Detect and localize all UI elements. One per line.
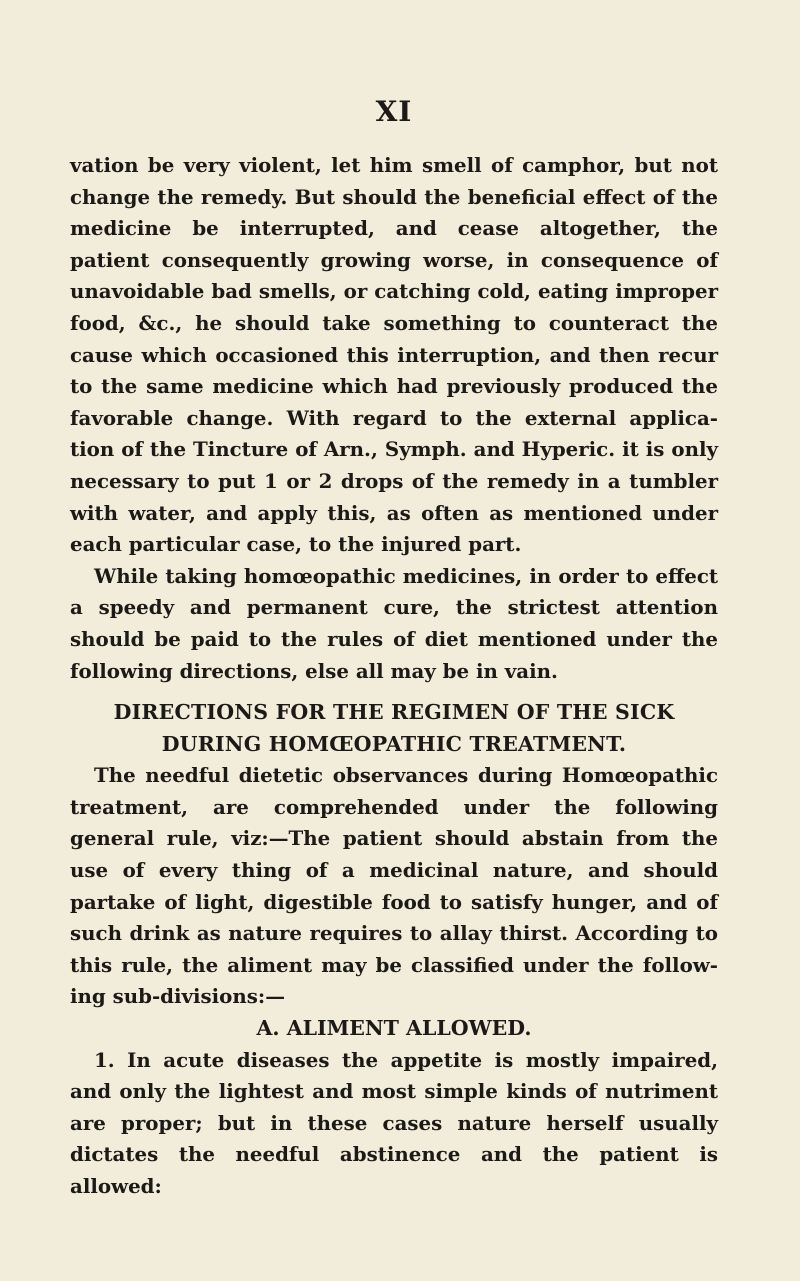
- paragraph-acute-diseases: 1. In acute diseases the appetite is mostly impaired, and only the lightest and most simple kinds of nutriment are proper; but in these cases nature herself usually dictates the needful abstinence and the patient is allowed:: [70, 1047, 718, 1198]
- paragraph-diet-attention: While taking homœopathic medicines, in order to effect a speedy and permanent cure, the strictest attention should be paid to the rules of diet mentioned under the following directions, else all may be in vain.: [70, 563, 718, 683]
- page-number: XI: [375, 95, 413, 128]
- subheading-aliment-allowed: A. ALIMENT ALLOWED.: [256, 1016, 532, 1041]
- section-heading-regimen: [70, 697, 718, 760]
- paragraph-camphor-remedy: vation be very violent, let him smell of camphor, but not change the remedy. But should the beneficial effect of the medicine be interrupted, and cease altogether, the patient consequently growing worse, in consequence of unavoidable bad smells, or catching cold, eating improper food, &c., he should take something to counteract the cause which occasioned this interruption, and then recur to the same medicine which had previously produced the favorable change. With regard to the external applica- tion of the Tincture of Arn., Symph. and Hyperic. it is only necessary to put 1 or 2 drops of the remedy in a tumbler with water, and apply this, as often as mentioned under each particular case, to the injured part.: [70, 153, 718, 557]
- section-heading-line-2: DURING HOMŒOPATHIC TREATMENT.: [161, 731, 627, 756]
- section-heading-line-1: DIRECTIONS FOR THE REGIMEN OF THE SICK: [113, 700, 675, 725]
- paragraph-dietetic-rule: The needful dietetic observances during Homœopathic treatment, are comprehended under the following general rule, viz:—The patient should abstain from the use of every thing of a medicinal nature, and should partake of light, digestible food to satisfy hunger, and of such drink as nature requires to allay thirst. According to this rule, the aliment may be classified under the follow- ing sub-divisions:—: [70, 763, 718, 1009]
